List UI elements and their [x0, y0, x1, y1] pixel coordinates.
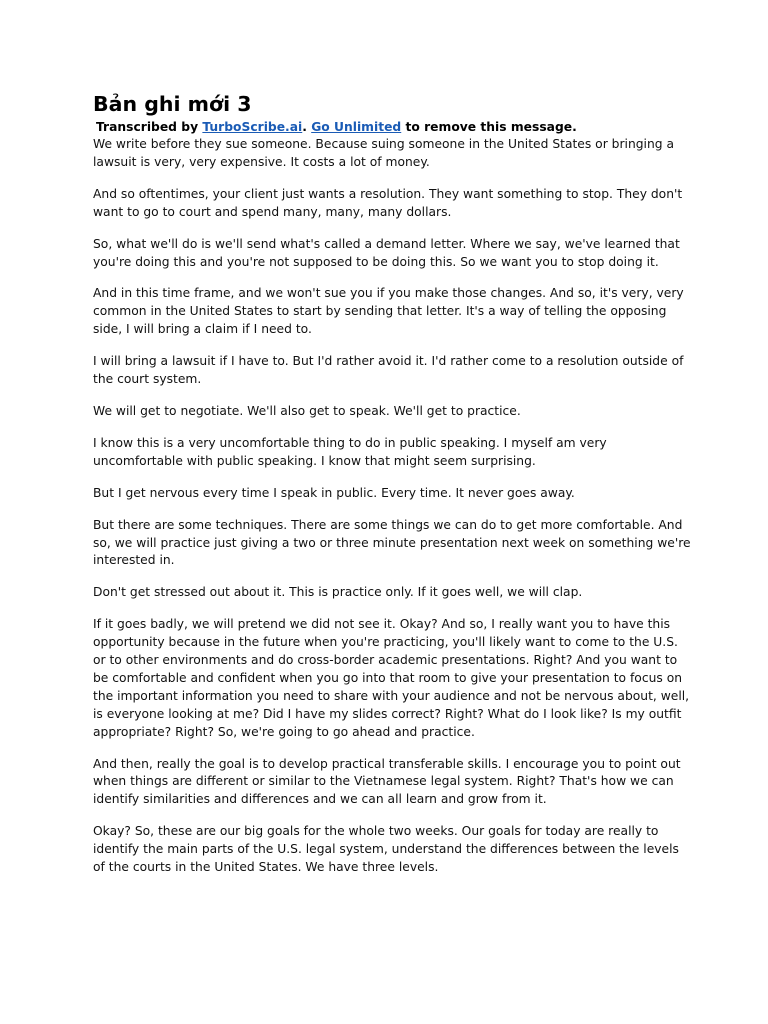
paragraph: And in this time frame, and we won't sue you if you make those changes. And so, it's very, very common in the United States to start by sending that letter. It's a way of telling the opposing side, I will bring a claim if I need to.	[93, 286, 684, 337]
notice-separator: .	[302, 120, 312, 134]
paragraph: But I get nervous every time I speak in public. Every time. It never goes away.	[93, 485, 575, 500]
paragraph: If it goes badly, we will pretend we did not see it. Okay? And so, I really want you to have this opportunity because in the future when you're practicing, you'll likely want to come to the U.S. or to other environments and do cross-border academic presentations. Right? And you want to be comfortable and confident when you go into that room to give your presentation to focus on the important information you need to share with your audience and not be nervous about, well, is everyone looking at me? Did I have my slides correct? Right? What do I look like? Is my outfit appropriate? Right? So, we're going to go ahead and practice.	[93, 617, 690, 739]
paragraph: So, what we'll do is we'll send what's called a demand letter. Where we say, we've learned that you're doing this and you're not supposed to be doing this. So we want you to stop doing it.	[93, 236, 680, 269]
paragraph: And then, really the goal is to develop practical transferable skills. I encourage you to point out when things are different or similar to the Vietnamese legal system. Right? That's how we can identify similarities and differences and we can all learn and grow from it.	[93, 756, 681, 807]
paragraph: And so oftentimes, your client just wants a resolution. They want something to stop. They don't want to go to court and spend many, many, many dollars.	[93, 186, 683, 219]
document-page	[93, 90, 693, 891]
paragraph: Don't get stressed out about it. This is practice only. If it goes well, we will clap.	[93, 585, 583, 600]
paragraph: I know this is a very uncomfortable thing to do in public speaking. I myself am very uncomfortable with public speaking. I know that might seem surprising.	[93, 435, 607, 468]
document-title: Bản ghi mới 3	[93, 92, 252, 116]
paragraph: We write before they sue someone. Because suing someone in the United States or bringing a lawsuit is very, very expensive. It costs a lot of money.	[93, 137, 675, 169]
paragraph: I will bring a lawsuit if I have to. But I'd rather avoid it. I'd rather come to a resolution outside of the court system.	[93, 354, 684, 387]
notice-prefix: Transcribed by	[96, 120, 203, 134]
paragraph: We will get to negotiate. We'll also get to speak. We'll get to practice.	[93, 403, 521, 418]
notice-suffix: to remove this message.	[401, 120, 577, 134]
go-unlimited-link[interactable]: Go Unlimited	[311, 120, 402, 134]
paragraph: But there are some techniques. There are some things we can do to get more comfortable. And so, we will practice just giving a two or three minute presentation next week on something we're interested in.	[93, 517, 691, 568]
transcription-notice	[96, 118, 693, 136]
paragraph: Okay? So, these are our big goals for the whole two weeks. Our goals for today are really to identify the main parts of the U.S. legal system, understand the differences between the levels of the courts in the United States. We have three levels.	[93, 824, 679, 875]
transcript-body	[93, 136, 693, 877]
turboscribe-link[interactable]: TurboScribe.ai	[202, 120, 303, 134]
